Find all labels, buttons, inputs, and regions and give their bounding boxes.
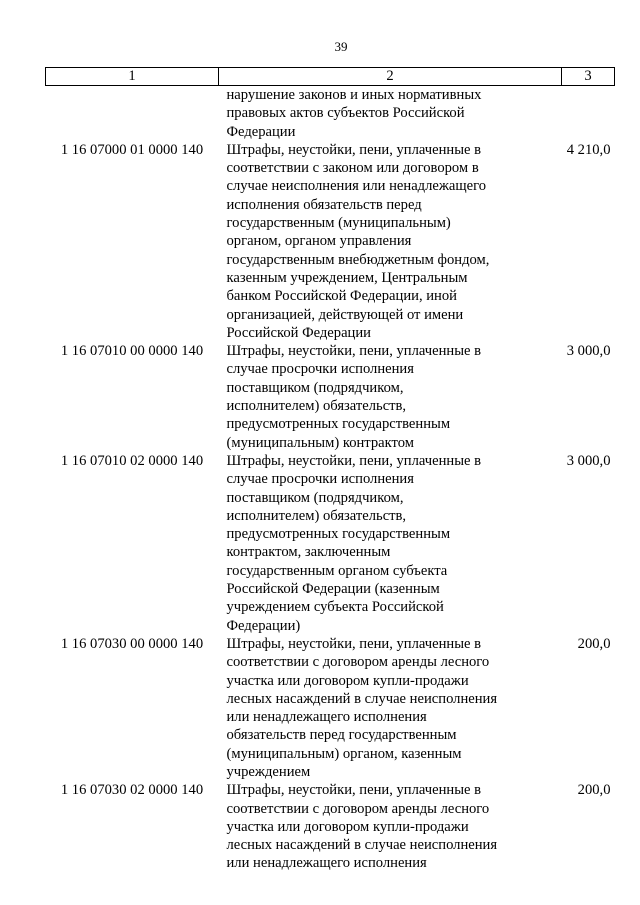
amount-value: 3 000,0 bbox=[566, 343, 611, 360]
column-header-amount: 3 bbox=[562, 68, 615, 86]
budget-code: 1 16 07030 00 0000 140 bbox=[60, 635, 204, 652]
description-line: казенным учреждением, Центральным bbox=[226, 269, 468, 286]
description-line: (муниципальным) органом, казенным bbox=[226, 745, 462, 762]
table-row bbox=[46, 452, 615, 635]
description-line: предусмотренных государственным bbox=[226, 416, 451, 433]
description-line: Российской Федерации bbox=[226, 324, 371, 341]
description-line: случае просрочки исполнения bbox=[226, 471, 414, 488]
table-row-continuation bbox=[46, 86, 615, 141]
description-line: исполнения обязательств перед bbox=[226, 196, 422, 213]
description-line: лесных насаждений в случае неисполнения bbox=[226, 690, 498, 707]
column-header-description: 2 bbox=[219, 68, 562, 86]
budget-table bbox=[45, 67, 615, 873]
description-line: Штрафы, неустойки, пени, уплаченные в bbox=[226, 141, 482, 158]
description-line: Штрафы, неустойки, пени, уплаченные в bbox=[226, 452, 482, 469]
table-header-row bbox=[46, 68, 615, 86]
description-line: Российской Федерации (казенным bbox=[226, 581, 440, 598]
description-line: государственным органом субъекта bbox=[226, 562, 448, 579]
description-line: участка или договором купли-продажи bbox=[226, 672, 469, 689]
table-row bbox=[46, 635, 615, 781]
table-row bbox=[46, 141, 615, 342]
description-line: лесных насаждений в случае неисполнения bbox=[226, 837, 498, 854]
description-line: Федерации) bbox=[226, 617, 301, 634]
description-line: случае просрочки исполнения bbox=[226, 361, 414, 378]
description-line: контрактом, заключенным bbox=[226, 544, 391, 561]
description-line: исполнителем) обязательств, bbox=[226, 398, 407, 415]
description-line: или ненадлежащего исполнения bbox=[226, 709, 427, 726]
description-line: исполнителем) обязательств, bbox=[226, 507, 407, 524]
description-line: нарушение законов и иных нормативных bbox=[226, 87, 482, 103]
page-number: 39 bbox=[334, 39, 348, 54]
column-header-code: 1 bbox=[46, 68, 219, 86]
description-line: Штрафы, неустойки, пени, уплаченные в bbox=[226, 635, 482, 652]
description-cell bbox=[219, 452, 562, 635]
description-line: Штрафы, неустойки, пени, уплаченные в bbox=[226, 343, 482, 360]
description-line: учреждением субъекта Российской bbox=[226, 599, 444, 616]
description-line: соответствии с договором аренды лесного bbox=[226, 654, 490, 671]
description-line: или ненадлежащего исполнения bbox=[226, 855, 427, 872]
description-line: Федерации bbox=[226, 123, 296, 140]
budget-code: 1 16 07030 02 0000 140 bbox=[60, 782, 204, 799]
description-line: государственным (муниципальным) bbox=[226, 215, 451, 232]
code-cell-empty bbox=[46, 86, 219, 141]
amount-value: 200,0 bbox=[577, 635, 611, 652]
amount-value: 3 000,0 bbox=[566, 452, 611, 469]
description-line: случае неисполнения или ненадлежащего bbox=[226, 178, 487, 195]
description-line: предусмотренных государственным bbox=[226, 526, 451, 543]
description-cell bbox=[219, 781, 562, 872]
description-line: (муниципальным) контрактом bbox=[226, 434, 414, 451]
table-row bbox=[46, 342, 615, 452]
description-cell bbox=[219, 635, 562, 781]
description-line: Штрафы, неустойки, пени, уплаченные в bbox=[226, 782, 482, 799]
budget-code: 1 16 07010 02 0000 140 bbox=[60, 452, 204, 469]
description-line: учреждением bbox=[226, 763, 311, 780]
amount-cell-empty bbox=[562, 86, 615, 141]
amount-value: 200,0 bbox=[577, 782, 611, 799]
description-line: поставщиком (подрядчиком, bbox=[226, 379, 404, 396]
table-row bbox=[46, 781, 615, 872]
budget-code: 1 16 07000 01 0000 140 bbox=[60, 141, 204, 158]
description-cell bbox=[219, 141, 562, 342]
description-line: банком Российской Федерации, иной bbox=[226, 288, 457, 305]
description-line: соответствии с договором аренды лесного bbox=[226, 800, 490, 817]
description-line: соответствии с законом или договором в bbox=[226, 160, 479, 177]
description-line: поставщиком (подрядчиком, bbox=[226, 489, 404, 506]
description-line: государственным внебюджетным фондом, bbox=[226, 251, 490, 268]
description-cell bbox=[219, 342, 562, 452]
description-line: организацией, действующей от имени bbox=[226, 306, 464, 323]
amount-value: 4 210,0 bbox=[566, 141, 611, 158]
description-line: органом, органом управления bbox=[226, 233, 412, 250]
budget-code: 1 16 07010 00 0000 140 bbox=[60, 343, 204, 360]
description-cell bbox=[219, 86, 562, 141]
description-line: правовых актов субъектов Российской bbox=[226, 105, 465, 122]
description-line: обязательств перед государственным bbox=[226, 727, 457, 744]
description-line: участка или договором купли-продажи bbox=[226, 818, 469, 835]
